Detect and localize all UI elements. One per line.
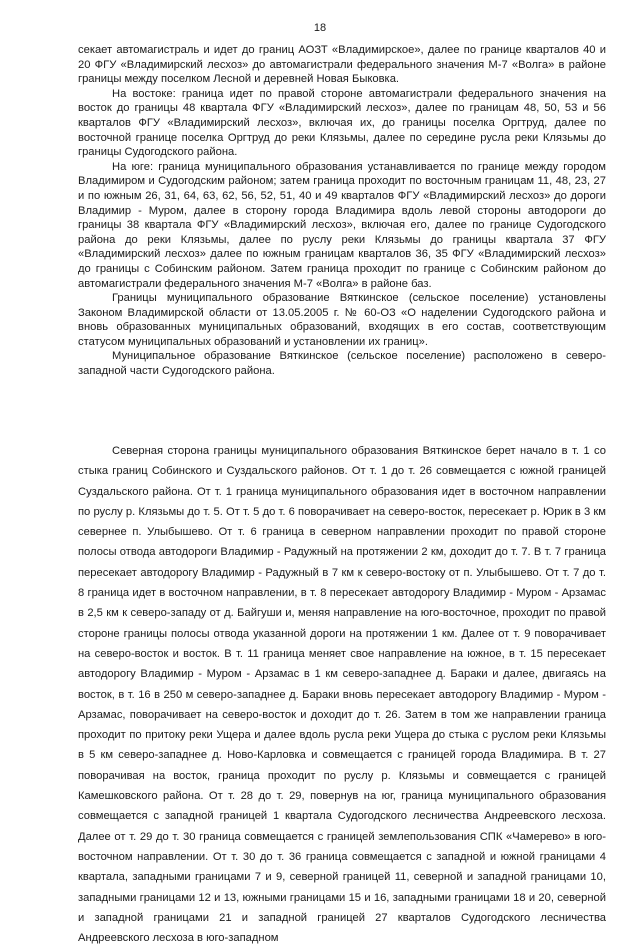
text-block-top: [78, 43, 606, 379]
text-block-bottom: [78, 441, 606, 948]
paragraph-continuation: секает автомагистраль и идет до границ АОЗТ «Владимирское», далее по границе кварталов 40 и 20 ФГУ «Владимирский лесхоз» до автомагистрали федерального значения М-7 «Волга» в районе границы между поселком Лесной и деревней Новая Быковка.: [78, 44, 606, 86]
page-number: 18: [313, 22, 327, 34]
paragraph-vyatkinskoe-law: Границы муниципального образование Вяткинское (сельское поселение) установлены Законом Владимирской области от 13.05.2005 г. № 60-ОЗ «О наделении Судогодского района и вновь образованных муниципальных образований, входящих в его состав, соответствующим статусом муниципальных образований и установлении их границ».: [78, 292, 606, 348]
paragraph-north-boundary: Северная сторона границы муниципального образования Вяткинское берет начало в т. 1 со стыка границ Собинского и Суздальского районов. От т. 1 до т. 26 совмещается с южной границей Суздальского района. От т. 1 граница муниципального образования идет в восточном направлении по руслу р. Клязьмы до т. 5. От т. 5 до т. 6 поворачивает на северо-восток, пересекает р. Юрик в 3 км севернее п. Улыбышево. От т. 6 граница в северном направлении проходит по правой стороне полосы отвода автодороги Владимир - Радужный на протяжении 2 км, доходит до т. 7. В т. 7 граница пересекает автодорогу Владимир - Радужный в 7 км к северо-востоку от п. Улыбышево. От т. 7 до т. 8 граница идет в восточном направлении, в т. 8 пересекает автодорогу Владимир - Муром - Арзамас в 2,5 км к северо-западу от д. Байгуши и, меняя направление на юго-восточное, проходит по правой стороне границы полосы отвода указанной дороги на протяжении 1 км. Далее от т. 9 поворачивает на северо-восток и восток. В т. 11 граница меняет свое направление на южное, в т. 15 пересекает автодорогу Владимир - Муром - Арзамас в 1 км северо-западнее д. Бараки и далее, двигаясь на восток, в т. 16 в 250 м северо-западнее д. Бараки вновь пересекает автодорогу Владимир - Муром - Арзамас, поворачивает на северо-восток и доходит до т. 26. Затем в том же направлении граница проходит по притоку реки Ущера и далее вдоль русла реки Ущера до стыка с руслом реки Клязьмы в 5 км северо-западнее д. Ново-Карловка и совмещается с границей города Владимира. В т. 27 поворачивая на восток, граница проходит по руслу р. Клязьмы и совмещается с границей Камешковского района. От т. 28 до т. 29, повернув на юг, граница муниципального образования совмещается с западной границей 1 квартала Судогодского лесничества Андреевского лесхоза. Далее от т. 29 до т. 30 граница совмещается с границей землепользования СПК «Чамерево» в юго-восточном направлении. От т. 30 до т. 36 граница совмещается с западной и южной границами 4 квартала, западными границами 7 и 9, северной границей 11, северной и западной границами 10, западными границами 12 и 13, южными границами 15 и 16, западными границами 18 и 20, северной и западной границами 21 и западной границей 27 кварталов Судогодского лесничества Андреевского лесхоза в юго-западном: [78, 445, 606, 945]
paragraph-east-boundary: На востоке: граница идет по правой стороне автомагистрали федерального значения на восток до границы 48 квартала ФГУ «Владимирский лесхоз», далее по границам 48, 50, 53 и 56 кварталов ФГУ «Владимирский лесхоз», включая их, до границы поселка Оргтруд, далее по восточной границе поселка Оргтруд до реки Клязьмы, далее по середине русла реки Клязьмы до границы Судогодского района.: [78, 87, 606, 159]
paragraph-vyatkinskoe-location: Муниципальное образование Вяткинское (сельское поселение) расположено в северо-западной части Судогодского района.: [78, 350, 606, 378]
paragraph-south-boundary: На юге: граница муниципального образования устанавливается по границе между городом Владимиром и Судогодским районом; затем граница проходит по восточным границам 11, 48, 23, 27 и по южным 26, 31, 64, 63, 62, 56, 52, 51, 40 и 49 кварталов ФГУ «Владимирский лесхоз» до дороги Владимир - Муром, далее в сторону города Владимира вдоль левой стороны автодороги до границы 38 квартала ФГУ «Владимирский лесхоз», включая его, далее по границе Судогодского района до реки Клязьмы, далее по руслу реки Клязьмы до границы квартала 37 ФГУ «Владимирский лесхоз» далее по южным границам кварталов 36, 35 ФГУ «Владимирский лесхоз» до границы с Собинским районом. Затем граница проходит по границе с Собинским районом до автомагистрали федерального значения М-7 «Волга» в районе баз.: [78, 160, 606, 290]
